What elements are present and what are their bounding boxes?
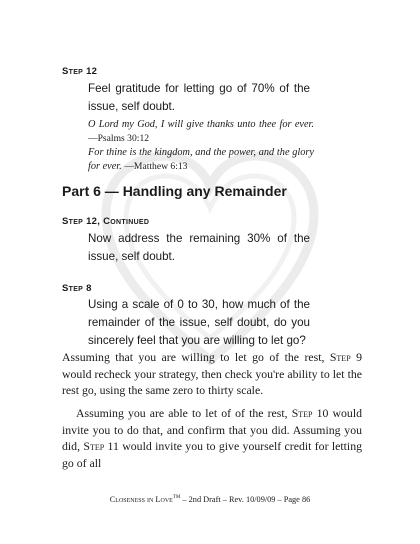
psalms-quote bbox=[88, 118, 314, 145]
paragraph-step-9-text-end: would recheck your strategy, then check you're ability to let the rest go, using the same zero to thirty scale. bbox=[62, 366, 362, 397]
step-8-body: Using a scale of 0 to 30, how much of the remainder of the issue, self doubt, do you sincerely feel that you are willing to let go? bbox=[88, 298, 310, 347]
paragraph-step-9 bbox=[62, 349, 362, 399]
step-9-reference: Step 9 bbox=[329, 350, 362, 364]
step-10-reference: Step 10 bbox=[291, 406, 329, 420]
matthew-quote-reference: —Matthew 6:13 bbox=[124, 160, 188, 172]
step-12-continued-body: Now address the remaining 30% of the issue, self doubt. bbox=[88, 232, 310, 263]
page-footer bbox=[0, 495, 420, 504]
psalms-quote-text: O Lord my God, I will give thanks unto thee for ever. bbox=[88, 119, 314, 130]
paragraph-step-10-text-mid: would invite you to do that, and confirm that you did. Assuming you did, bbox=[62, 406, 363, 453]
step-12-continued-heading: Step 12, Continued bbox=[62, 216, 150, 227]
psalms-quote-reference: —Psalms 30:12 bbox=[88, 132, 150, 144]
step-8-heading: Step 8 bbox=[62, 283, 92, 294]
footer-draft-info: – 2nd Draft – Rev. 10/09/09 – Page 86 bbox=[182, 495, 311, 504]
part-6-heading: Part 6 — Handling any Remainder bbox=[62, 183, 287, 199]
footer-trademark: TM bbox=[172, 495, 181, 501]
paragraph-step-11-text-end: would invite you to give yourself credit for letting go of all bbox=[62, 439, 363, 470]
step-12-body: Feel gratitude for letting go of 70% of the issue, self doubt. bbox=[88, 82, 310, 113]
step-12-heading: Step 12 bbox=[62, 66, 98, 77]
matthew-quote-text: For thine is the kingdom, and the power, and the glory for ever. bbox=[88, 147, 314, 172]
footer-book-title: Closeness in Love bbox=[109, 495, 173, 504]
paragraph-step-10-text-start: Assuming you are able to let of of the rest, bbox=[76, 406, 288, 420]
matthew-quote bbox=[88, 146, 314, 173]
paragraph-step-9-text-start: Assuming that you are willing to let go of the rest, bbox=[62, 350, 325, 364]
step-11-reference: Step 11 bbox=[83, 439, 119, 453]
paragraph-step-10-11 bbox=[62, 405, 362, 471]
